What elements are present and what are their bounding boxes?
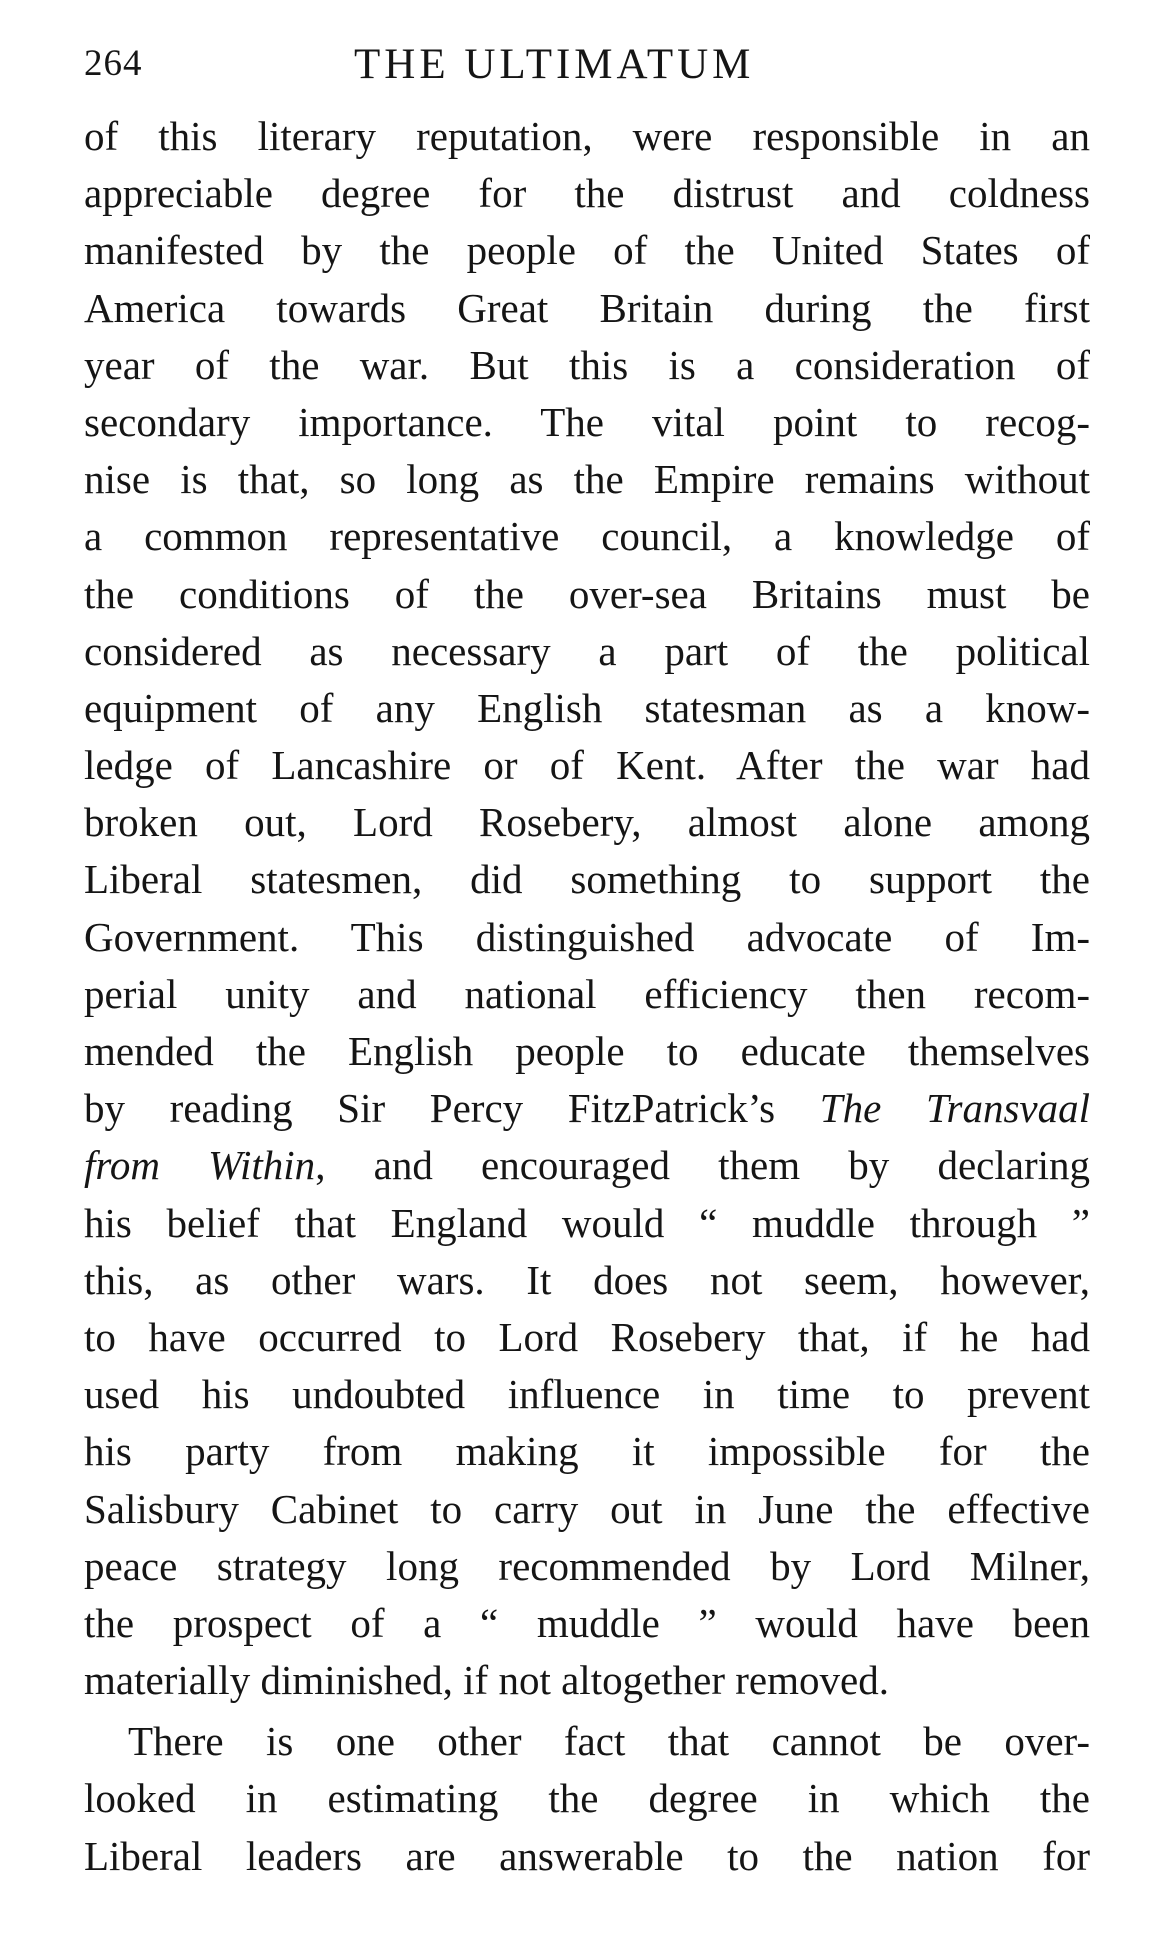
text-line (84, 1080, 1090, 1137)
text-line: his belief that England would “ muddle through ” (84, 1199, 1090, 1246)
text-line: the prospect of a “ muddle ” would have been (84, 1599, 1090, 1646)
text-line: materially diminished, if not altogether removed. (84, 1657, 889, 1704)
text-line: his party from making it impossible for the (84, 1428, 1090, 1475)
text-line: Liberal statesmen, did something to support the (84, 856, 1090, 903)
text-run: by reading Sir Percy FitzPatrick’s (84, 1085, 820, 1132)
text-line: looked in estimating the degree in which the (84, 1775, 1090, 1822)
text-line: There is one other fact that cannot be over- (128, 1718, 1090, 1765)
text-line: Liberal leaders are answerable to the nation for (84, 1832, 1090, 1879)
running-title: THE ULTIMATUM (354, 41, 755, 88)
text-line: considered as necessary a part of the political (84, 627, 1090, 674)
text-line: year of the war. But this is a consideration of (84, 341, 1090, 388)
text-line: secondary importance. The vital point to recog- (84, 398, 1090, 445)
text-run: , and encouraged them by declaring (315, 1142, 1090, 1189)
text-line: the conditions of the over-sea Britains must be (84, 570, 1090, 617)
text-line: mended the English people to educate themselves (84, 1028, 1090, 1074)
text-line: manifested by the people of the United States of (84, 227, 1090, 274)
text-line: to have occurred to Lord Rosebery that, if he had (84, 1313, 1090, 1360)
text-line: equipment of any English statesman as a know- (84, 684, 1090, 731)
text-line: nise is that, so long as the Empire remains without (84, 456, 1090, 503)
paragraph-1 (84, 108, 1090, 1709)
running-head (84, 36, 1090, 96)
text-line: this, as other wars. It does not seem, however, (84, 1256, 1090, 1303)
text-line: Salisbury Cabinet to carry out in June the effective (84, 1485, 1090, 1532)
text-line: used his undoubted influence in time to prevent (84, 1371, 1090, 1418)
page-number: 264 (84, 43, 143, 84)
text-line: of this literary reputation, were responsible in an (84, 113, 1090, 159)
paragraph-2 (84, 1713, 1090, 1885)
book-title-italic: from Within (84, 1142, 316, 1189)
text-line: a common representative council, a knowledge of (84, 513, 1090, 560)
text-line: America towards Great Britain during the first (84, 284, 1090, 331)
text-line: appreciable degree for the distrust and coldness (84, 170, 1090, 217)
body-text (84, 108, 1090, 1885)
text-line: broken out, Lord Rosebery, almost alone among (84, 799, 1090, 846)
text-line: ledge of Lancashire or of Kent. After the war had (84, 742, 1090, 789)
text-line: peace strategy long recommended by Lord Milner, (84, 1542, 1090, 1589)
text-line (84, 1137, 1090, 1194)
text-line: Government. This distinguished advocate of Im- (84, 913, 1090, 960)
text-line: perial unity and national efficiency then recom- (84, 970, 1090, 1017)
book-title-italic: The Transvaal (819, 1085, 1090, 1132)
